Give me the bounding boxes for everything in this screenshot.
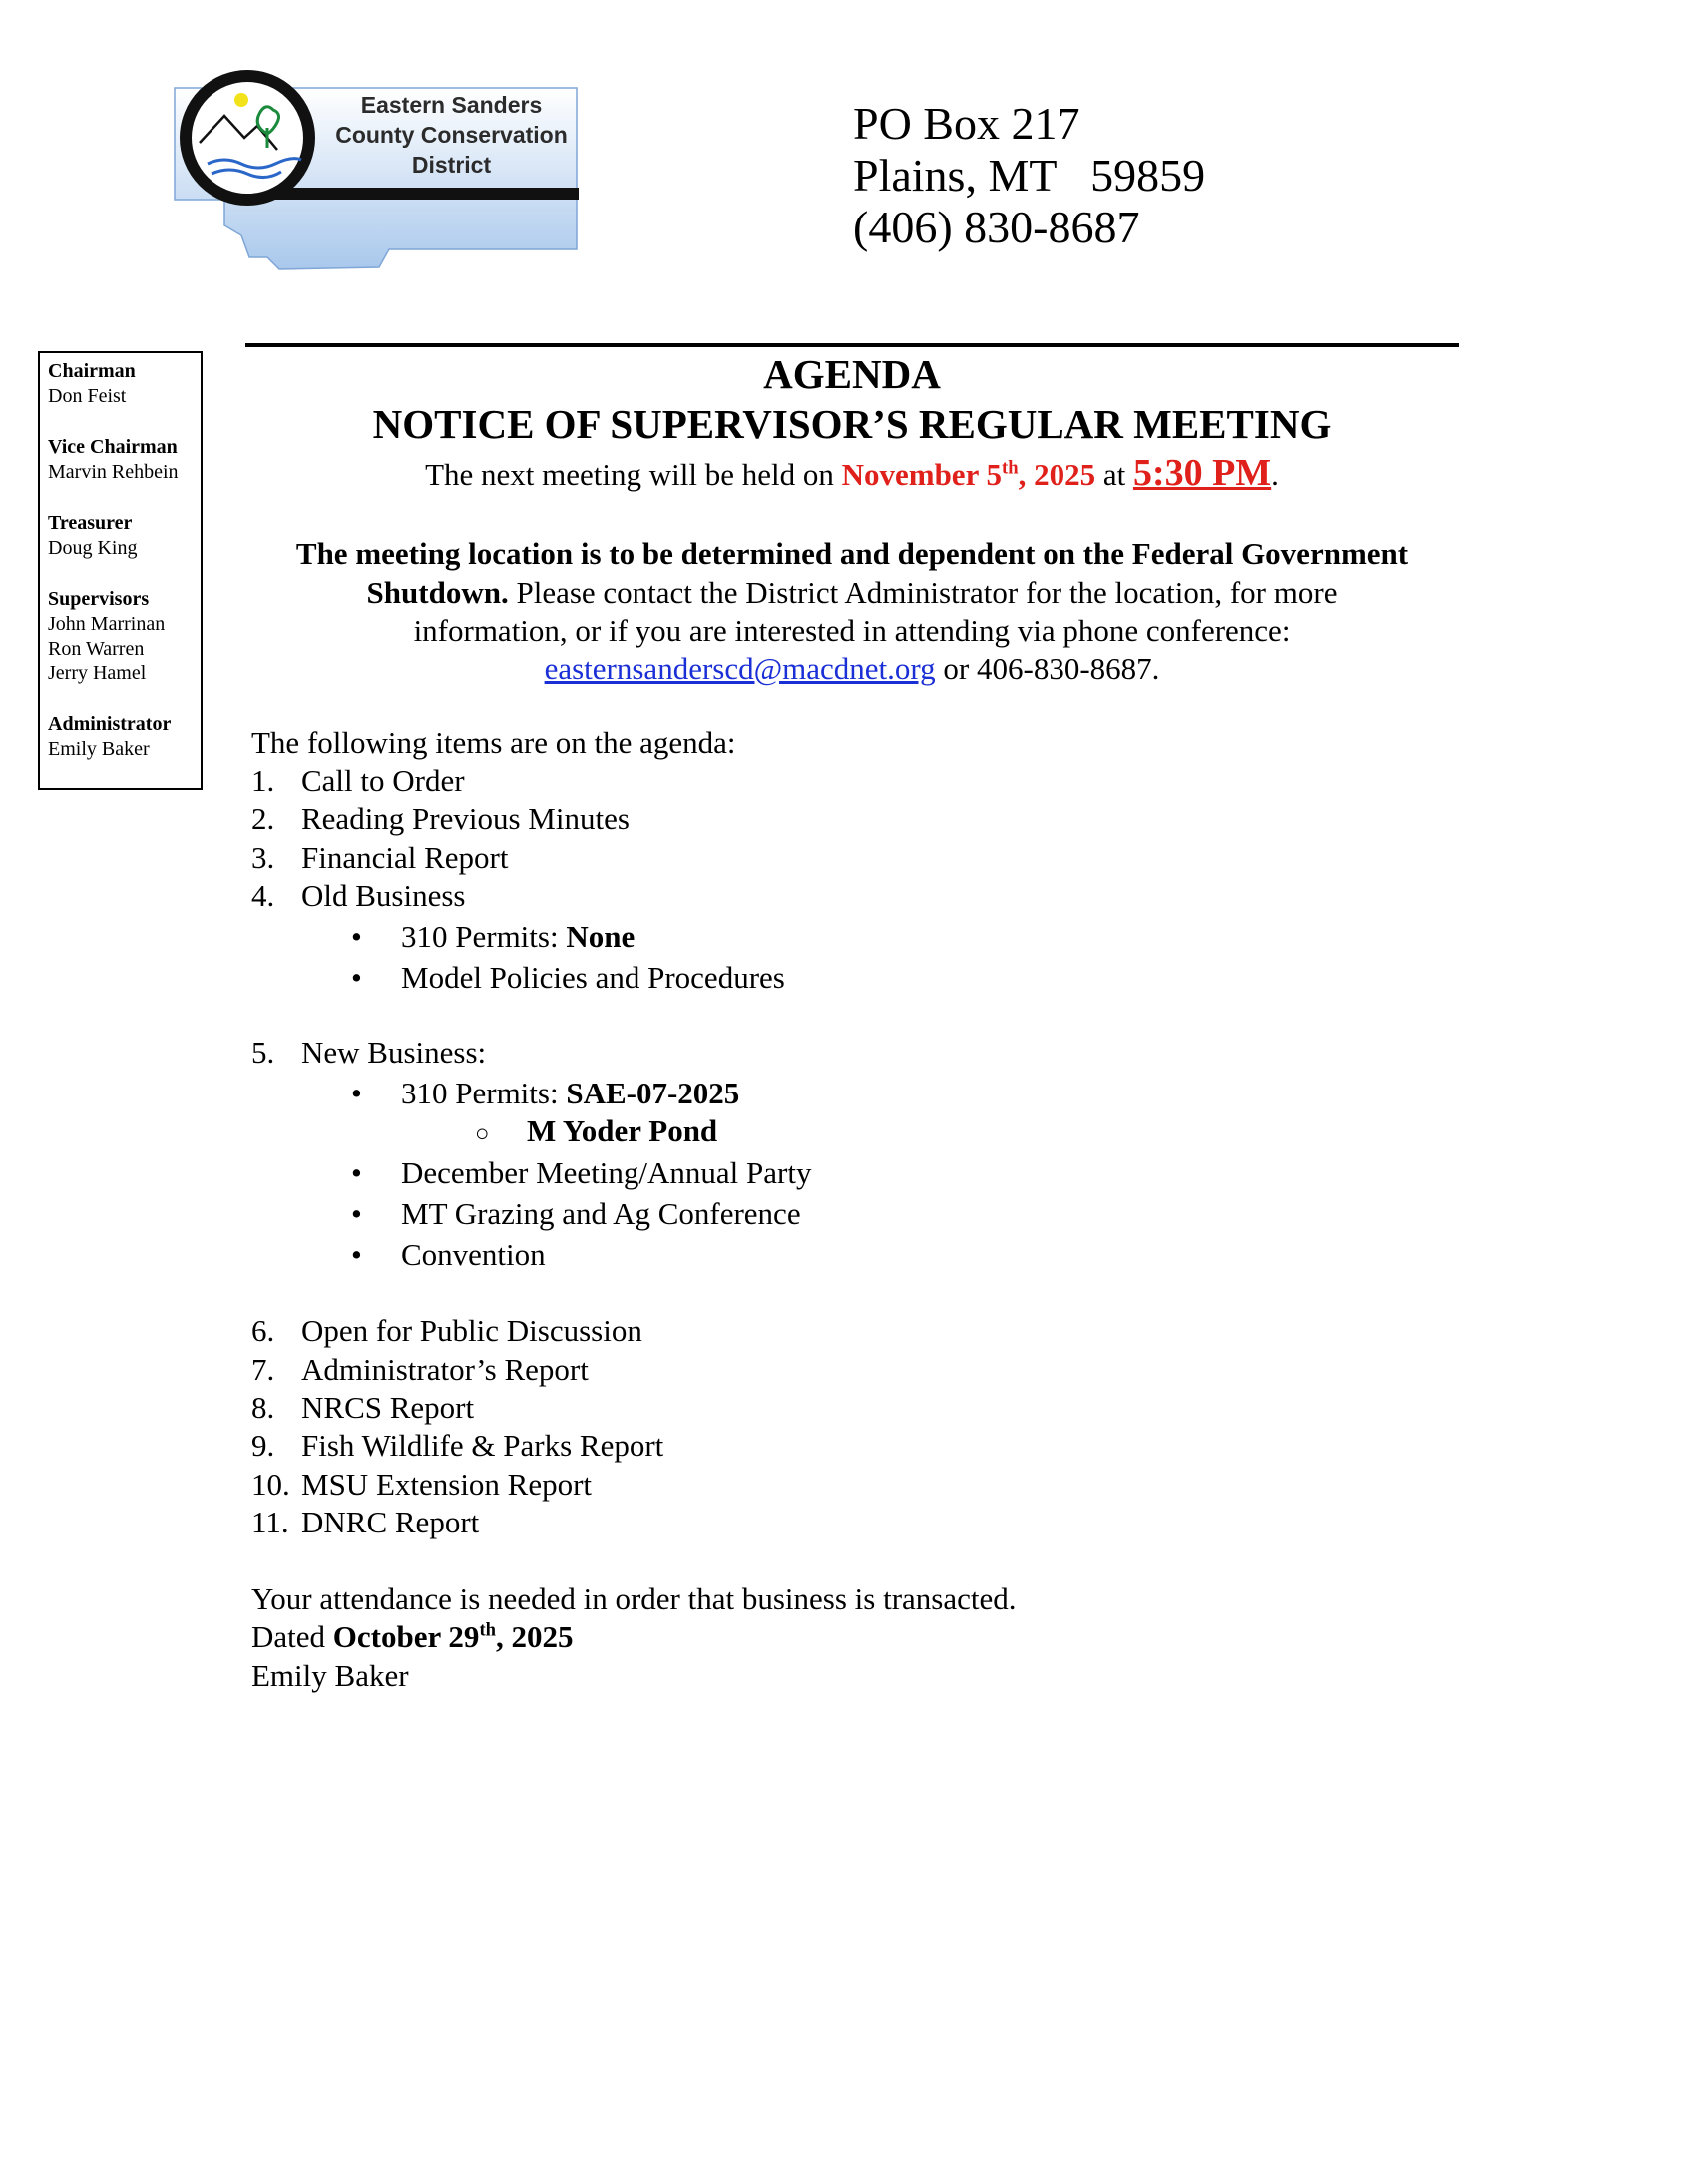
treasurer-group xyxy=(48,511,195,561)
agenda-item-7 xyxy=(251,1351,589,1390)
bullet-icon: • xyxy=(351,1076,362,1110)
location-line-3: information, or if you are interested in attending via phone conference: xyxy=(413,613,1291,648)
item-number: 5. xyxy=(251,1035,275,1070)
supervisors-title: Supervisors xyxy=(48,588,150,610)
logo-line-1: Eastern Sanders xyxy=(360,92,543,118)
bullet-text: December Meeting/Annual Party xyxy=(401,1155,812,1190)
vice-chairman-group xyxy=(48,435,195,485)
supervisor-name: Jerry Hamel xyxy=(48,662,147,684)
address-phone: (406) 830-8687 xyxy=(853,202,1140,252)
meeting-at: at xyxy=(1095,457,1133,492)
new-business-bullet-4 xyxy=(351,1236,546,1275)
dated-prefix: Dated xyxy=(251,1619,333,1654)
vice-chairman-title: Vice Chairman xyxy=(48,436,178,458)
dated-date xyxy=(333,1619,574,1654)
item-number: 11. xyxy=(251,1505,289,1539)
header-divider xyxy=(245,343,1459,347)
dated-year: , 2025 xyxy=(495,1619,574,1654)
item-number: 10. xyxy=(251,1467,290,1502)
item-label: Open for Public Discussion xyxy=(301,1313,642,1348)
location-notice xyxy=(245,535,1459,688)
bullet-bold: SAE-07-2025 xyxy=(566,1076,740,1110)
item-label: Old Business xyxy=(301,878,466,913)
administrator-group xyxy=(48,712,195,762)
treasurer-name: Doug King xyxy=(48,537,138,559)
circle-bullet-icon: ○ xyxy=(475,1121,490,1147)
location-line-1 xyxy=(245,535,1459,574)
officers-sidebar xyxy=(38,351,203,790)
item-number: 4. xyxy=(251,878,275,913)
item-number: 9. xyxy=(251,1428,275,1463)
sub-bullet-text: M Yoder Pond xyxy=(527,1113,718,1148)
treasurer-title: Treasurer xyxy=(48,512,133,534)
district-logo xyxy=(170,68,589,277)
item-label: Call to Order xyxy=(301,763,465,798)
item-label: New Business: xyxy=(301,1035,487,1070)
item-number: 8. xyxy=(251,1390,275,1425)
supervisor-name: John Marrinan xyxy=(48,613,166,635)
attendance-note: Your attendance is needed in order that business is transacted. xyxy=(251,1581,1017,1616)
agenda-item-11 xyxy=(251,1504,479,1542)
item-label: DNRC Report xyxy=(301,1505,480,1539)
item-label: Financial Report xyxy=(301,840,509,875)
address-line-2: Plains, MT 59859 xyxy=(853,150,1206,201)
bullet-text: Convention xyxy=(401,1237,546,1272)
meeting-date-year: , 2025 xyxy=(1018,457,1096,492)
bullet-icon: • xyxy=(351,960,362,995)
item-label: Administrator’s Report xyxy=(301,1352,589,1387)
meeting-time: 5:30 PM xyxy=(1132,452,1272,494)
address-line-1: PO Box 217 xyxy=(853,98,1080,149)
item-number: 6. xyxy=(251,1313,275,1348)
phone-text: or 406-830-8687. xyxy=(935,651,1160,686)
old-business-bullet-1 xyxy=(351,918,635,957)
item-label: NRCS Report xyxy=(301,1390,475,1425)
agenda-title: AGENDA xyxy=(763,351,941,397)
new-business-sub-bullet xyxy=(475,1112,717,1154)
dated-line xyxy=(251,1618,573,1657)
new-business-bullet-3 xyxy=(351,1195,801,1234)
agenda-item-3 xyxy=(251,839,508,878)
location-bold-2: Shutdown. xyxy=(366,574,509,610)
agenda-item-6 xyxy=(251,1312,642,1351)
notice-title: NOTICE OF SUPERVISOR’S REGULAR MEETING xyxy=(372,401,1332,447)
chairman-group xyxy=(48,359,195,409)
vice-chairman-name: Marvin Rehbein xyxy=(48,461,179,483)
location-line-2 xyxy=(245,574,1459,613)
item-number: 3. xyxy=(251,840,275,875)
item-label: Fish Wildlife & Parks Report xyxy=(301,1428,664,1463)
old-business-bullet-2 xyxy=(351,959,785,998)
bullet-icon: • xyxy=(351,1237,362,1272)
bullet-text: MT Grazing and Ag Conference xyxy=(401,1196,801,1231)
item-number: 1. xyxy=(251,763,275,798)
meeting-date-month: November 5 xyxy=(841,457,1003,492)
item-number: 2. xyxy=(251,801,275,836)
dated-month: October 29 xyxy=(332,1619,480,1654)
location-line-4 xyxy=(245,651,1459,689)
agenda-item-5 xyxy=(251,1034,486,1073)
agenda-intro: The following items are on the agenda: xyxy=(251,725,736,760)
meeting-period: . xyxy=(1271,457,1279,492)
agenda-item-9 xyxy=(251,1427,663,1466)
bullet-text: 310 Permits: xyxy=(401,919,567,954)
new-business-bullet-2 xyxy=(351,1154,811,1193)
dated-sup: th xyxy=(479,1619,496,1641)
agenda-item-4 xyxy=(251,877,466,916)
signature: Emily Baker xyxy=(251,1658,409,1693)
agenda-item-2 xyxy=(251,800,630,839)
logo-line-2: County Conservation xyxy=(335,122,568,148)
item-label: Reading Previous Minutes xyxy=(301,801,630,836)
location-bold-1: The meeting location is to be determined and dependent on the Federal Government xyxy=(295,536,1409,571)
meeting-prefix: The next meeting will be held on xyxy=(425,457,842,492)
new-business-bullet-1 xyxy=(351,1075,739,1113)
supervisors-group xyxy=(48,587,195,686)
email-link[interactable]: easternsanderscd@macdnet.org xyxy=(544,651,936,686)
mailing-address xyxy=(853,98,1205,253)
bullet-bold: None xyxy=(566,919,636,954)
agenda-item-10 xyxy=(251,1466,592,1505)
chairman-name: Don Feist xyxy=(48,385,127,407)
meeting-date-sup: th xyxy=(1002,457,1019,479)
chairman-title: Chairman xyxy=(48,360,136,382)
bullet-icon: • xyxy=(351,1155,362,1190)
agenda-item-1 xyxy=(251,762,465,801)
item-number: 7. xyxy=(251,1352,275,1387)
bullet-icon: • xyxy=(351,919,362,954)
meeting-date xyxy=(842,457,1095,492)
location-rest-2: Please contact the District Administrator for the location, for more xyxy=(508,574,1338,610)
administrator-name: Emily Baker xyxy=(48,738,150,760)
bullet-text: Model Policies and Procedures xyxy=(401,960,785,995)
administrator-title: Administrator xyxy=(48,713,172,735)
bullet-icon: • xyxy=(351,1196,362,1231)
bullet-text: 310 Permits: xyxy=(401,1076,567,1110)
meeting-date-line xyxy=(245,453,1459,495)
item-label: MSU Extension Report xyxy=(301,1467,593,1502)
agenda-item-8 xyxy=(251,1389,474,1428)
supervisor-name: Ron Warren xyxy=(48,638,145,659)
logo-line-3: District xyxy=(411,152,492,178)
